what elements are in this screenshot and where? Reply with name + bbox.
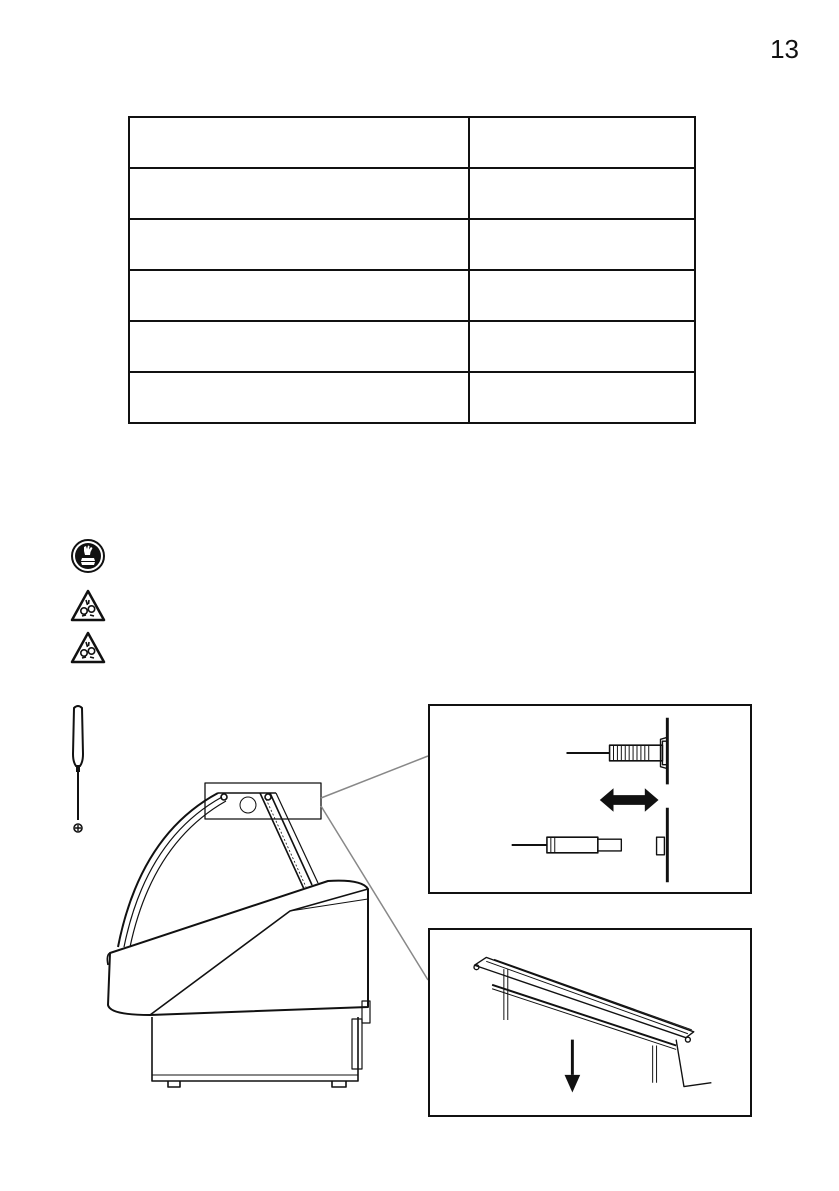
crush-hazard-warning-icon (70, 588, 106, 624)
table-row (129, 270, 695, 321)
table-row (129, 168, 695, 219)
detail-panel-light-bar-removal (428, 928, 752, 1117)
table-cell (469, 321, 695, 372)
clip-connection-detail-icon (430, 706, 750, 892)
spec-table (128, 116, 696, 424)
table-cell (129, 372, 469, 423)
table-row (129, 372, 695, 423)
protective-gloves-icon (70, 538, 106, 574)
table-cell (129, 270, 469, 321)
table-cell (129, 117, 469, 168)
table-cell (469, 219, 695, 270)
table-cell (469, 168, 695, 219)
detail-panel-clip-connection (428, 704, 752, 894)
light-bar-removal-icon (430, 930, 750, 1115)
display-cabinet-drawing (100, 775, 380, 1095)
table-row (129, 219, 695, 270)
table-row (129, 117, 695, 168)
table-row (129, 321, 695, 372)
table-cell (469, 372, 695, 423)
table-cell (469, 117, 695, 168)
page-number: 13 (770, 34, 799, 64)
table-cell (129, 321, 469, 372)
crush-hazard-warning-icon (70, 630, 106, 666)
table-cell (129, 219, 469, 270)
table-cell (469, 270, 695, 321)
table-cell (129, 168, 469, 219)
phillips-screwdriver-icon (66, 704, 90, 836)
